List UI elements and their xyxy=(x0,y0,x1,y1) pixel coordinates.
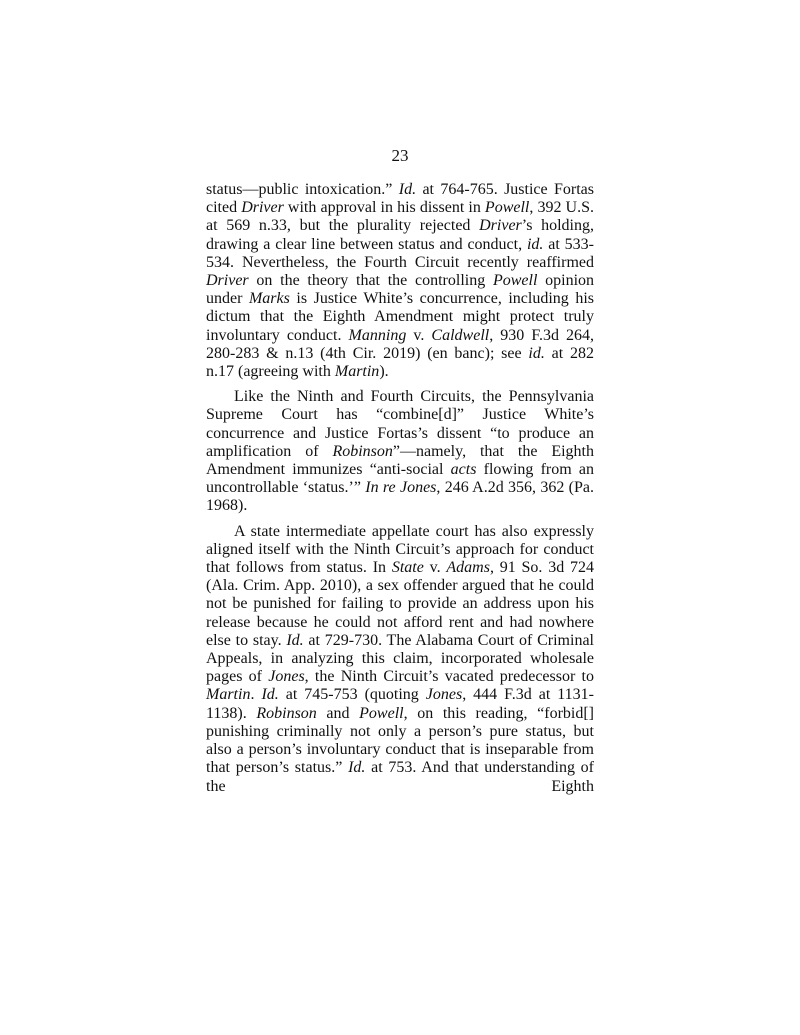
italic-text-run: Id. xyxy=(398,181,417,198)
italic-text-run: Caldwell xyxy=(431,326,490,344)
italic-text-run: Martin xyxy=(334,363,380,381)
text-run: at 753. And that understanding of the Eighth xyxy=(206,759,594,795)
text-run: v. xyxy=(423,559,447,577)
text-run: , 246 A.2d 356, 362 (Pa. 1968). xyxy=(206,479,595,515)
italic-text-run: Powell xyxy=(492,272,538,290)
italic-text-run: Driver xyxy=(206,272,249,290)
italic-text-run: Adams xyxy=(446,559,490,577)
italic-text-run: Driver xyxy=(241,199,284,217)
text-run: ”—namely, that the Eighth Amendment immunizes “anti-social xyxy=(206,442,594,479)
italic-text-run: Manning xyxy=(348,326,407,344)
text-run: status—public intoxication.” xyxy=(206,181,399,198)
text-run: , 444 F.3d at 1131-1138). xyxy=(206,686,595,722)
text-run: at 282 n.17 (agreeing with xyxy=(206,344,595,381)
italic-text-run: acts xyxy=(450,461,477,479)
italic-text-run: Id. xyxy=(286,631,304,649)
italic-text-run: id. xyxy=(526,235,544,253)
text-run: ’s holding, drawing a clear line between status and conduct, xyxy=(206,217,595,253)
text-run: , 392 U.S. at 569 n.33, but the plurality rejected xyxy=(206,199,594,235)
italic-text-run: Powell xyxy=(484,199,530,217)
italic-text-run: In re Jones xyxy=(365,479,437,497)
text-run: , the Ninth Circuit’s vacated predecessor to xyxy=(304,668,594,686)
text-run: A state intermediate appellate court has also expressly aligned itself with the Ninth Circuit’s approach for conduct that follows from status. In xyxy=(206,522,594,577)
text-run: at 729-730. The Alabama Court of Criminal Appeals, in analyzing this claim, incorporated wholesale pages of xyxy=(206,631,594,686)
text-run: , 930 F.3d 264, 280-283 & n.13 (4th Cir. 2019) (en banc); see xyxy=(206,326,595,362)
text-run: ). xyxy=(379,363,389,381)
italic-text-run: Id. xyxy=(261,686,279,704)
text-run: is Justice White’s concurrence, including his dictum that the Eighth Amendment might protect truly involuntary conduct. xyxy=(206,290,595,344)
paragraph-3 xyxy=(206,523,594,796)
text-run: , 91 So. 3d 724 (Ala. Crim. App. 2010), a sex offender argued that he could not be punished for failing to provide an address upon his release because he could not afford rent and had nowhere else to stay. xyxy=(206,559,594,649)
text-run: v. xyxy=(406,326,432,344)
italic-text-run: State xyxy=(391,559,424,577)
italic-text-run: Driver xyxy=(479,217,522,235)
italic-text-run: Jones xyxy=(425,686,463,704)
italic-text-run: Martin xyxy=(206,686,251,704)
text-run: at 745-753 (quoting xyxy=(278,686,426,704)
text-run: at 764-765. Justice Fortas cited xyxy=(206,181,595,217)
paragraph-2 xyxy=(206,388,594,515)
text-run: Like the Ninth and Fourth Circuits, the Pennsylvania Supreme Court has “combine[d]” Justice White’s concurrence and Justice Fortas’s dissent “to produce an amplification of xyxy=(206,388,594,460)
paragraph-1 xyxy=(206,181,594,381)
italic-text-run: Id. xyxy=(348,759,366,777)
text-run: flowing from an uncontrollable ‘status.’” xyxy=(206,461,594,497)
italic-text-run: id. xyxy=(528,344,545,362)
text-run: and xyxy=(316,704,360,722)
italic-text-run: Powell xyxy=(359,704,404,722)
body-text xyxy=(206,181,594,803)
italic-text-run: Jones xyxy=(268,668,305,686)
text-run: on the theory that the controlling xyxy=(248,272,493,290)
italic-text-run: Robinson xyxy=(256,704,317,722)
text-run: . xyxy=(250,686,262,704)
text-run: with approval in his dissent in xyxy=(283,199,485,217)
page-number: 23 xyxy=(391,146,409,165)
text-run: opinion under xyxy=(206,272,595,308)
text-run: at 533-534. Nevertheless, the Fourth Circuit recently reaffirmed xyxy=(206,235,594,271)
text-run: , on this reading, “forbid[] punishing criminally not only a person’s pure status, but also a person’s involuntary conduct that is inseparable from that person’s status.” xyxy=(206,704,595,777)
italic-text-run: Robinson xyxy=(332,442,393,460)
italic-text-run: Marks xyxy=(248,290,290,308)
